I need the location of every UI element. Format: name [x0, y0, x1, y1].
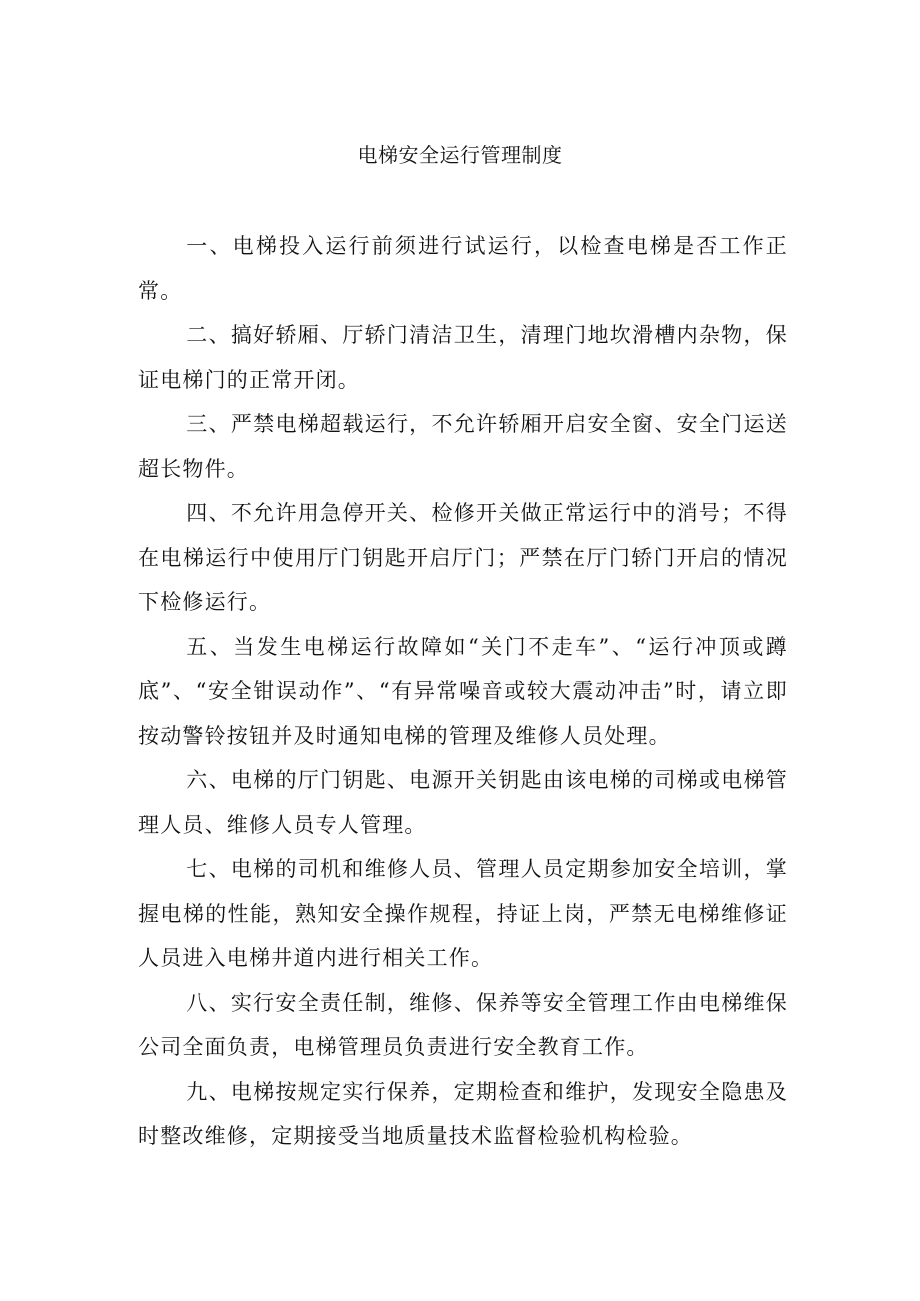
paragraph-8: 八、实行安全责任制，维修、保养等安全管理工作由电梯维保公司全面负责，电梯管理员负责进行安全教育工作。 [138, 990, 788, 1059]
paragraph-3: 三、严禁电梯超载运行，不允许轿厢开启安全窗、安全门运送超长物件。 [138, 412, 788, 481]
document-body [138, 224, 788, 1159]
paragraph-4: 四、不允许用急停开关、检修开关做正常运行中的消号；不得在电梯运行中使用厅门钥匙开启厅门；严禁在厅门轿门开启的情况下检修运行。 [138, 501, 788, 614]
paragraph-7: 七、电梯的司机和维修人员、管理人员定期参加安全培训，掌握电梯的性能，熟知安全操作规程，持证上岗，严禁无电梯维修证人员进入电梯井道内进行相关工作。 [138, 857, 788, 970]
paragraph-1: 一、电梯投入运行前须进行试运行，以检查电梯是否工作正常。 [138, 234, 788, 303]
paragraph-2: 二、搞好轿厢、厅轿门清洁卫生，清理门地坎滑槽内杂物，保证电梯门的正常开闭。 [138, 323, 788, 392]
paragraph-9: 九、电梯按规定实行保养，定期检查和维护，发现安全隐患及时整改维修，定期接受当地质量技术监督检验机构检验。 [138, 1079, 788, 1148]
document-title: 电梯安全运行管理制度 [357, 143, 563, 167]
paragraph-5: 五、当发生电梯运行故障如“关门不走车”、“运行冲顶或蹲底”、“安全钳误动作”、“有异常噪音或较大震动冲击”时，请立即按动警铃按钮并及时通知电梯的管理及维修人员处理。 [138, 634, 788, 748]
paragraph-6: 六、电梯的厅门钥匙、电源开关钥匙由该电梯的司梯或电梯管理人员、维修人员专人管理。 [138, 768, 788, 837]
